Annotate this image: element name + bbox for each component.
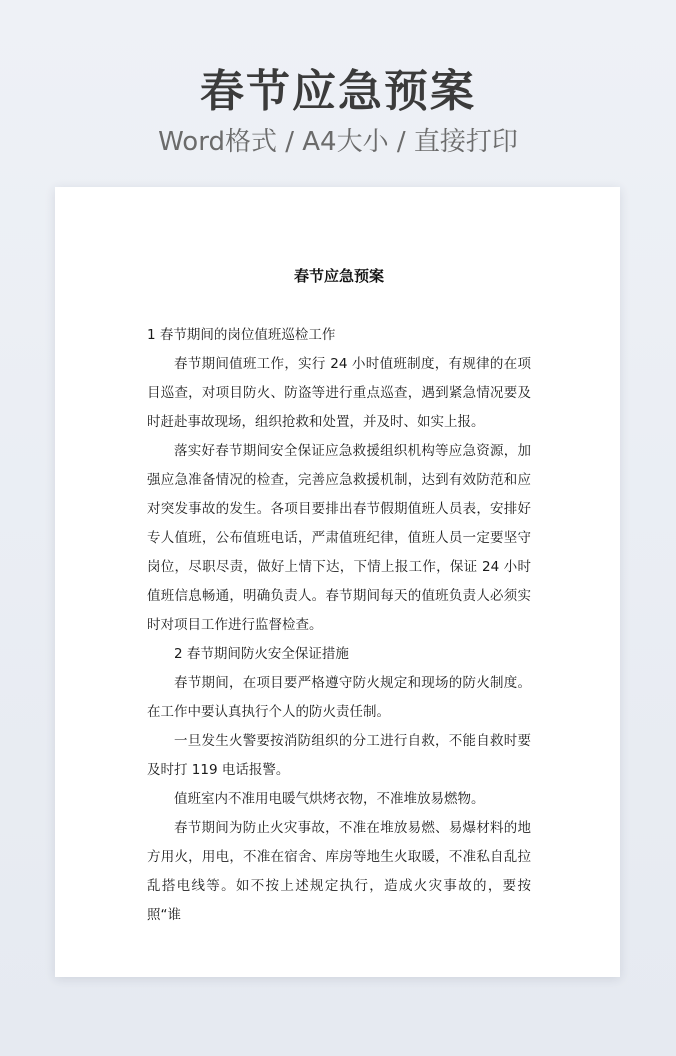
banner-title: 春节应急预案 (200, 66, 476, 117)
paragraph-2: 落实好春节期间安全保证应急救援组织机构等应急资源，加强应急准备情况的检查，完善应急救援机制，达到有效防范和应对突发事故的发生。各项目要排出春节假期值班人员表，安排好专人值班，公布值班电话，严肃值班纪律，值班人员一定要坚守岗位，尽职尽责，做好上情下达，下情上报工作，保证 24 小时值班信息畅通，明确负责人。春节期间每天的值班负责人必须实时对项目工作进行监督检查。 (147, 443, 531, 633)
section-heading-2: 2 春节期间防火安全保证措施 (174, 646, 349, 662)
paragraph-3: 春节期间，在项目要严格遵守防火规定和现场的防火制度。在工作中要认真执行个人的防火责任制。 (147, 675, 531, 720)
banner (0, 62, 676, 160)
paragraph-6: 春节期间为防止火灾事故，不准在堆放易燃、易爆材料的地方用火，用电，不准在宿舍、库房等地生火取暖，不准私自乱拉乱搭电线等。如不按上述规定执行，造成火灾事故的，要按照“谁 (147, 820, 531, 923)
paragraph-4: 一旦发生火警要按消防组织的分工进行自救，不能自救时要及时打 119 电话报警。 (147, 733, 531, 778)
document-page (55, 187, 620, 977)
document-title: 春节应急预案 (293, 267, 384, 285)
paragraph-1: 春节期间值班工作，实行 24 小时值班制度，有规律的在项目巡查，对项目防火、防盗等进行重点巡查，遇到紧急情况要及时赶赴事故现场，组织抢救和处置，并及时、如实上报。 (147, 356, 531, 430)
section-heading-1: 1 春节期间的岗位值班巡检工作 (147, 327, 336, 343)
paragraph-5: 值班室内不准用电暖气烘烤衣物，不准堆放易燃物。 (174, 791, 485, 807)
document-body (147, 265, 531, 930)
banner-subtitle: Word格式 / A4大小 / 直接打印 (158, 127, 518, 157)
